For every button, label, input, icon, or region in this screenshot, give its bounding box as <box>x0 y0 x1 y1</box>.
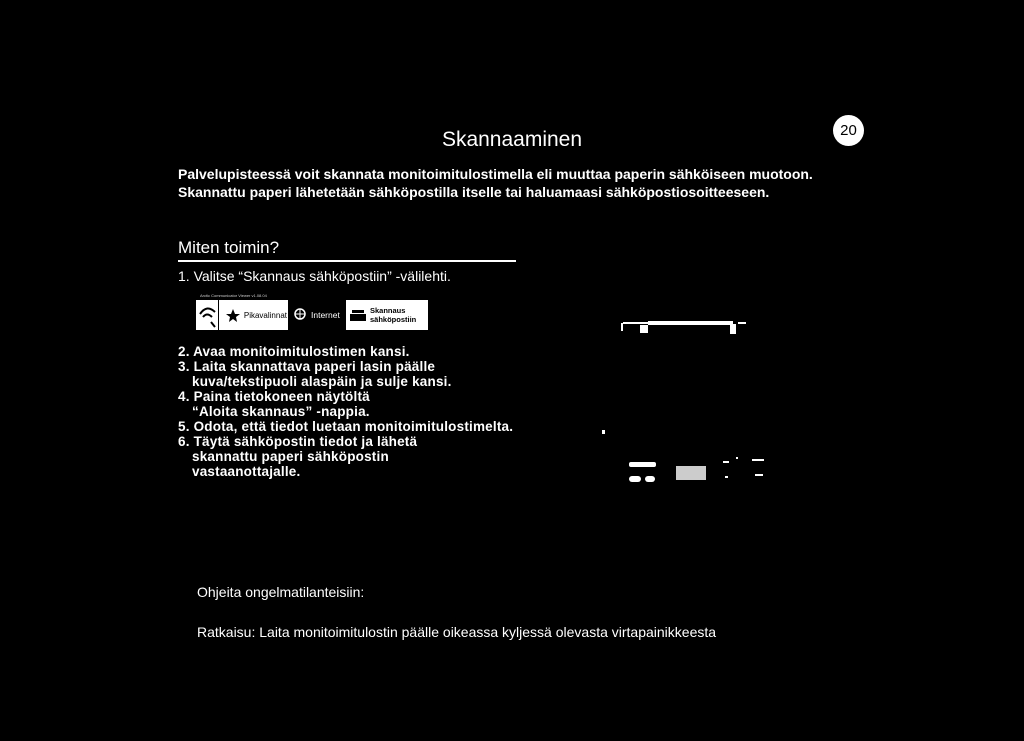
heading-divider <box>178 260 516 262</box>
step-4-line-1: 4. Paina tietokoneen näytöltä <box>178 389 370 404</box>
troubleshooting-solution: Ratkaisu: Laita monitoimitulostin päälle oikeassa kyljessä olevasta virtapainikkeesta <box>197 624 717 640</box>
printer-illustration <box>618 318 768 498</box>
star-icon <box>225 308 240 322</box>
tab-internet[interactable] <box>288 300 346 330</box>
tab-scan-line-2: sähköpostiin <box>370 315 417 324</box>
tab-pikavalinnat-label: Pikavalinnat <box>243 310 287 320</box>
page-title: Skannaaminen <box>441 128 583 151</box>
tab-scan-line-1: Skannaus <box>370 306 406 315</box>
window-caption: Arctic Communicator Viewer v1.08.04 <box>200 293 267 298</box>
printer-button <box>645 476 655 482</box>
app-logo <box>196 300 218 330</box>
section-heading: Miten toimin? <box>178 238 280 257</box>
printer-button <box>629 476 641 482</box>
globe-icon <box>293 307 307 323</box>
printer-panel-display <box>629 462 656 467</box>
tab-scan-label <box>370 306 416 324</box>
step-1: 1. Valitse “Skannaus sähköpostiin” -välilehti. <box>178 268 451 284</box>
page-number-badge: 20 <box>833 115 864 146</box>
tab-skannaus-sahkopostiin[interactable] <box>346 300 428 330</box>
step-3-line-2: kuva/tekstipuoli alaspäin ja sulje kansi. <box>192 374 452 389</box>
tab-pikavalinnat[interactable] <box>218 300 287 330</box>
troubleshooting-heading: Ohjeita ongelmatilanteisiin: <box>197 584 365 600</box>
intro-line-1: Palvelupisteessä voit skannata monitoimitulostimella eli muuttaa paperin sähköiseen muotoon. <box>178 166 813 182</box>
tab-internet-label: Internet <box>311 310 340 320</box>
step-4-line-2: “Aloita skannaus” -nappia. <box>192 404 370 419</box>
step-6-line-2: skannattu paperi sähköpostin <box>192 449 389 464</box>
step-2: 2. Avaa monitoimitulostimen kansi. <box>178 344 410 359</box>
printer-lcd <box>676 466 706 480</box>
step-5: 5. Odota, että tiedot luetaan monitoimitulostimelta. <box>178 419 514 434</box>
intro-line-2: Skannattu paperi lähetetään sähköpostilla itselle tai haluamaasi sähköpostiosoitteeseen. <box>178 184 770 200</box>
scanner-icon <box>349 307 367 323</box>
step-6-line-1: 6. Täytä sähköpostin tiedot ja lähetä <box>178 434 418 449</box>
step-6-line-3: vastaanottajalle. <box>192 464 301 479</box>
step-3-line-1: 3. Laita skannattava paperi lasin päälle <box>178 359 436 374</box>
intro-text <box>178 165 813 201</box>
logo-icon <box>196 300 218 330</box>
app-tab-bar <box>196 300 428 330</box>
printer-lid-edge <box>648 321 733 325</box>
